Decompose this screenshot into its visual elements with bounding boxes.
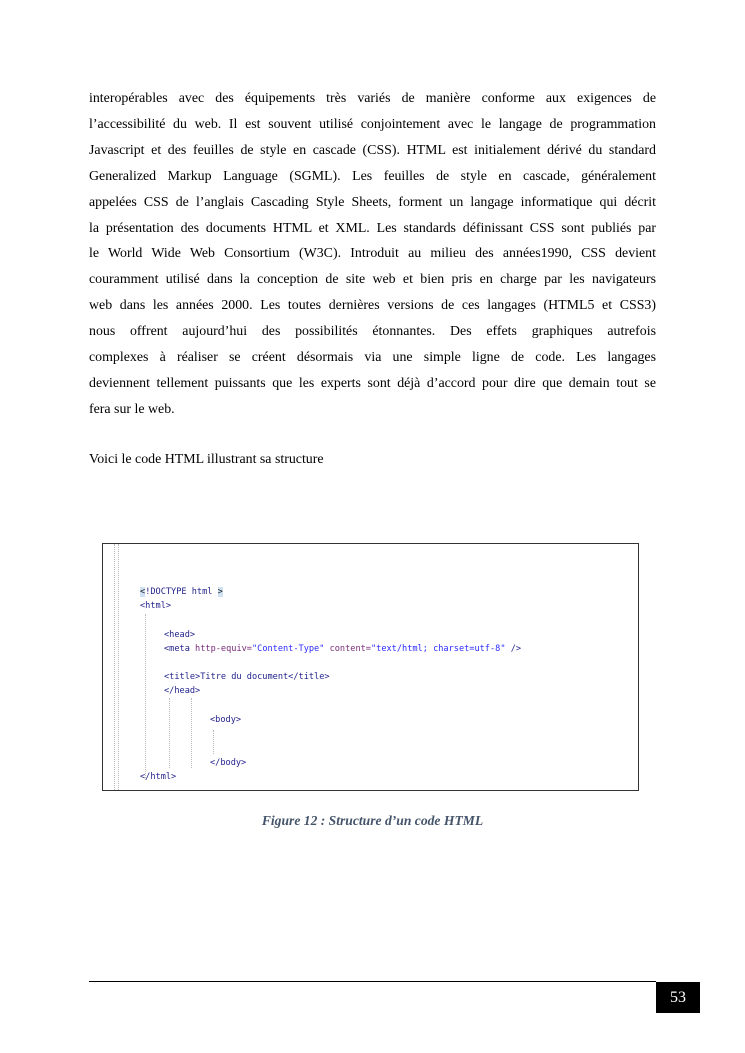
paragraph-line: appelées CSS de l’anglais Cascading Style Sheets, forment un langage informatique qui décrit — [89, 194, 656, 210]
indent-guide — [145, 614, 146, 780]
code-line-head-open: <head> — [164, 630, 196, 640]
paragraph-line: Javascript et des feuilles de style en cascade (CSS). HTML est initialement dérivé du standard — [89, 142, 656, 158]
paragraph-line: interopérables avec des équipements très variés de manière conforme aux exigences de — [89, 91, 656, 106]
doctype-close-bracket: > — [217, 587, 223, 597]
paragraph-line: complexes à réaliser se créent désormais via une simple ligne de code. Les langages — [89, 350, 656, 366]
meta-value-content-type: "Content-Type" — [251, 644, 325, 654]
paragraph-line: le World Wide Web Consortium (W3C). Introduit au milieu des années1990, CSS devient — [89, 246, 656, 262]
footer-divider — [89, 981, 656, 982]
code-line-title: <title>Titre du document</title> — [164, 672, 330, 682]
meta-attr-http-equiv: http-equiv= — [195, 644, 252, 654]
meta-tag-end: /> — [505, 644, 522, 654]
paragraph-line: fera sur le web. — [89, 401, 175, 417]
paragraph-line: nous offrent aujourd’hui des possibilités étonnantes. Des effets graphiques autrefois — [89, 324, 656, 340]
code-line-body-close: </body> — [210, 758, 247, 768]
figure-caption: Figure 12 : Structure d’un code HTML — [261, 813, 484, 828]
indent-guide — [191, 698, 192, 768]
intro-text: Voici le code HTML illustrant sa structure — [89, 452, 324, 467]
code-line-html-close: </html> — [140, 772, 177, 782]
paragraph-line: web dans les années 2000. Les toutes dernières versions de ces langages (HTML5 et CSS3) — [89, 298, 656, 314]
paragraph-line: couramment utilisé dans la conception de site web et bien pris en charge par les navigateurs — [89, 272, 656, 288]
gutter-divider — [114, 544, 115, 790]
paragraph-line: Generalized Markup Language (SGML). Les feuilles de style en cascade, généralement — [89, 168, 656, 184]
code-line-doctype — [140, 586, 223, 598]
paragraph-line: l’accessibilité du web. Il est souvent utilisé conjointement avec le langage de programmation — [89, 116, 656, 132]
page-number: 53 — [656, 982, 700, 1013]
doctype-open-bracket: < — [140, 587, 146, 597]
code-line-meta — [164, 643, 521, 655]
indent-guide — [213, 730, 214, 754]
body-paragraph — [89, 86, 656, 423]
gutter-divider — [118, 544, 119, 790]
code-screenshot — [102, 543, 639, 791]
code-line-html-open: <html> — [140, 601, 172, 611]
doctype-body: !DOCTYPE html — [145, 587, 218, 597]
indent-guide — [169, 698, 170, 768]
code-line-body-open: <body> — [210, 715, 242, 725]
code-line-head-close: </head> — [164, 686, 201, 696]
paragraph-line: la présentation des documents HTML et XML. Les standards définissant CSS sont publiés par — [89, 220, 656, 236]
meta-attr-content: content= — [324, 644, 371, 654]
meta-value-charset: "text/html; charset=utf-8" — [370, 644, 506, 654]
meta-tag-start: <meta — [164, 644, 196, 654]
paragraph-line: deviennent tellement puissants que les experts sont déjà d’accord pour dire que demain tout se — [89, 375, 656, 391]
